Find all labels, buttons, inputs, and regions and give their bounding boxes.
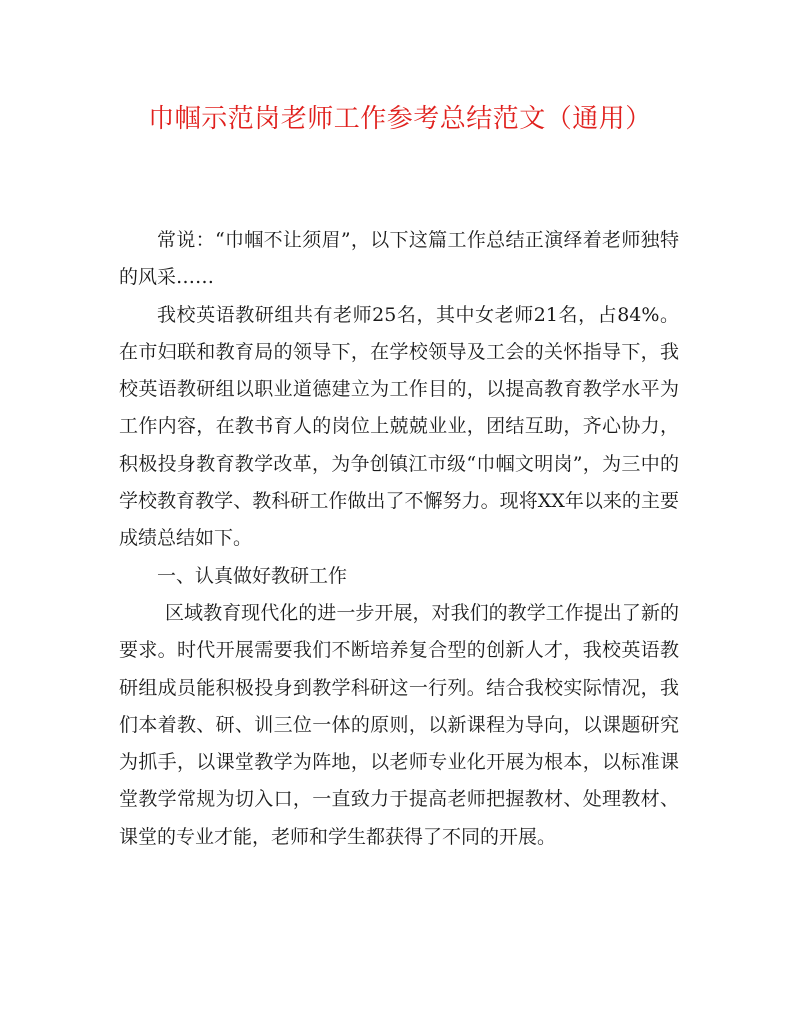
document-title: 巾帼示范岗老师工作参考总结范文（通用） <box>148 104 652 134</box>
paragraph-section-1: 区域教育现代化的进一步开展，对我们的教学工作提出了新的要求。时代开展需要我们不断培养复合型的创新人才，我校英语教研组成员能积极投身到教学科研这一行列。结合我校实际情况，我们本着教、研、训三位一体的原则，以新课程为导向，以课题研究为抓手，以课堂教学为阵地，以老师专业化开展为根本，以标准课堂教学常规为切入口，一直致力于提高老师把握教材、处理教材、课堂的专业才能，老师和学生都获得了不同的开展。 <box>119 601 679 848</box>
document-body <box>119 222 679 856</box>
paragraph-intro: 常说：“巾帼不让须眉”，以下这篇工作总结正演绎着老师独特的风采…… <box>119 229 679 289</box>
section-heading-1: 一、认真做好教研工作 <box>157 564 348 587</box>
paragraph-overview: 我校英语教研组共有老师25名，其中女老师21名，占84%。在市妇联和教育局的领导下，在学校领导及工会的关怀指导下，我校英语教研组以职业道德建立为工作目的，以提高教育教学水平为工作内容，在教书育人的岗位上兢兢业业，团结互助，齐心协力，积极投身教育教学改革，为争创镇江市级“巾帼文明岗”，为三中的学校教育教学、教科研工作做出了不懈努力。现将XX年以来的主要成绩总结如下。 <box>119 303 679 550</box>
